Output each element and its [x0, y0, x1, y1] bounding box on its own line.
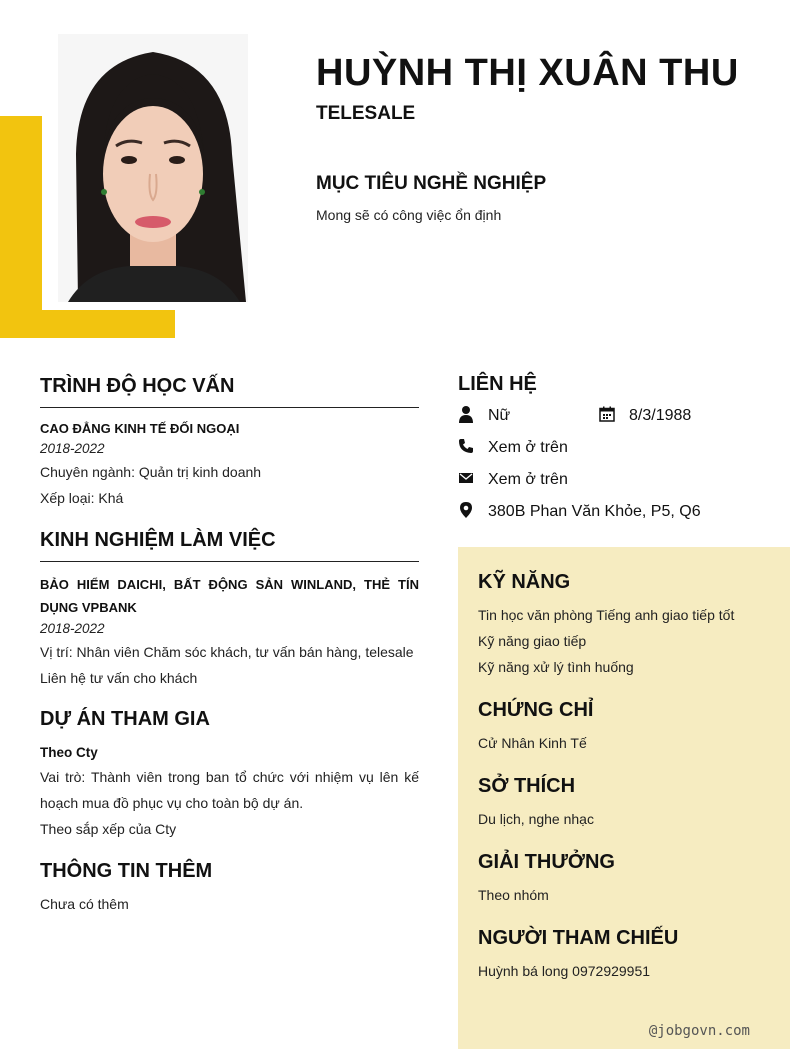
- skill-item: Kỹ năng xử lý tình huống: [478, 659, 634, 675]
- project-note: Theo sắp xếp của Cty: [40, 821, 177, 837]
- objective-heading: MỤC TIÊU NGHỀ NGHIỆP: [316, 173, 547, 194]
- education-years: 2018-2022: [40, 441, 105, 456]
- education-school: CAO ĐẲNG KINH TẾ ĐỐI NGOẠI: [40, 421, 240, 436]
- candidate-name: HUỲNH THỊ XUÂN THU: [316, 52, 739, 94]
- education-major: Chuyên ngành: Quản trị kinh doanh: [40, 464, 262, 480]
- references-text: Huỳnh bá long 0972929951: [478, 963, 651, 979]
- accent-bar-horizontal: [0, 310, 175, 338]
- contact-phone: [458, 437, 568, 459]
- projects-section: [40, 707, 419, 839]
- side-panel: [458, 547, 790, 1049]
- extra-info-section: [40, 859, 419, 914]
- hobbies-heading: SỞ THÍCH: [478, 775, 576, 797]
- job-title: TELESALE: [316, 103, 416, 124]
- location-pin-icon: [458, 501, 474, 524]
- experience-description: Liên hệ tư vấn cho khách: [40, 670, 198, 686]
- education-heading: TRÌNH ĐỘ HỌC VẤN: [40, 375, 235, 397]
- experience-heading: KINH NGHIỆM LÀM VIỆC: [40, 529, 276, 551]
- left-column: [40, 374, 419, 914]
- skill-item: Kỹ năng giao tiếp: [478, 633, 587, 649]
- projects-heading: DỰ ÁN THAM GIA: [40, 708, 210, 730]
- certificates-heading: CHỨNG CHỈ: [478, 699, 594, 721]
- education-divider: [40, 407, 419, 408]
- awards-heading: GIẢI THƯỞNG: [478, 851, 615, 873]
- accent-bar-vertical: [0, 116, 42, 338]
- project-role: Vai trò: Thành viên trong ban tổ chức với nhiệm vụ lên kế hoạch mua đồ phục vụ cho toàn bộ dự án.: [40, 769, 419, 811]
- person-icon: [458, 405, 474, 428]
- email-value: Xem ở trên: [488, 471, 568, 488]
- address-value: 380B Phan Văn Khỏe, P5, Q6: [488, 503, 701, 520]
- education-grade: Xếp loại: Khá: [40, 490, 124, 506]
- experience-company: BẢO HIỂM DAICHI, BẤT ĐỘNG SẢN WINLAND, THẺ TÍN DỤNG VPBANK: [40, 577, 419, 615]
- skill-item: Tin học văn phòng Tiếng anh giao tiếp tốt: [478, 607, 735, 623]
- experience-years: 2018-2022: [40, 621, 105, 636]
- contact-heading: LIÊN HỆ: [458, 373, 537, 395]
- objective-text: Mong sẽ có công việc ổn định: [316, 207, 502, 223]
- awards-text: Theo nhóm: [478, 887, 549, 903]
- extra-info-heading: THÔNG TIN THÊM: [40, 860, 213, 882]
- experience-divider: [40, 561, 419, 562]
- experience-position: Vị trí: Nhân viên Chăm sóc khách, tư vấn bán hàng, telesale: [40, 644, 414, 660]
- experience-section: [40, 528, 419, 688]
- hobbies-text: Du lịch, nghe nhạc: [478, 811, 594, 827]
- project-name: Theo Cty: [40, 745, 98, 760]
- watermark: @jobgovn.com: [648, 1023, 750, 1039]
- skills-heading: KỸ NĂNG: [478, 571, 571, 593]
- birthday-value: 8/3/1988: [629, 407, 692, 424]
- gender-value: Nữ: [488, 407, 511, 424]
- education-section: [40, 374, 419, 508]
- contact-email: [458, 469, 568, 491]
- contact-birthday: [599, 405, 691, 427]
- extra-info-text: Chưa có thêm: [40, 896, 129, 912]
- envelope-icon: [458, 470, 474, 491]
- phone-icon: [458, 438, 474, 459]
- contact-gender: [458, 405, 510, 427]
- calendar-icon: [599, 406, 615, 427]
- references-heading: NGƯỜI THAM CHIẾU: [478, 927, 679, 949]
- contact-address: [458, 501, 701, 523]
- profile-photo: [58, 34, 248, 302]
- phone-value: Xem ở trên: [488, 439, 568, 456]
- certificate-item: Cử Nhân Kinh Tế: [478, 735, 587, 751]
